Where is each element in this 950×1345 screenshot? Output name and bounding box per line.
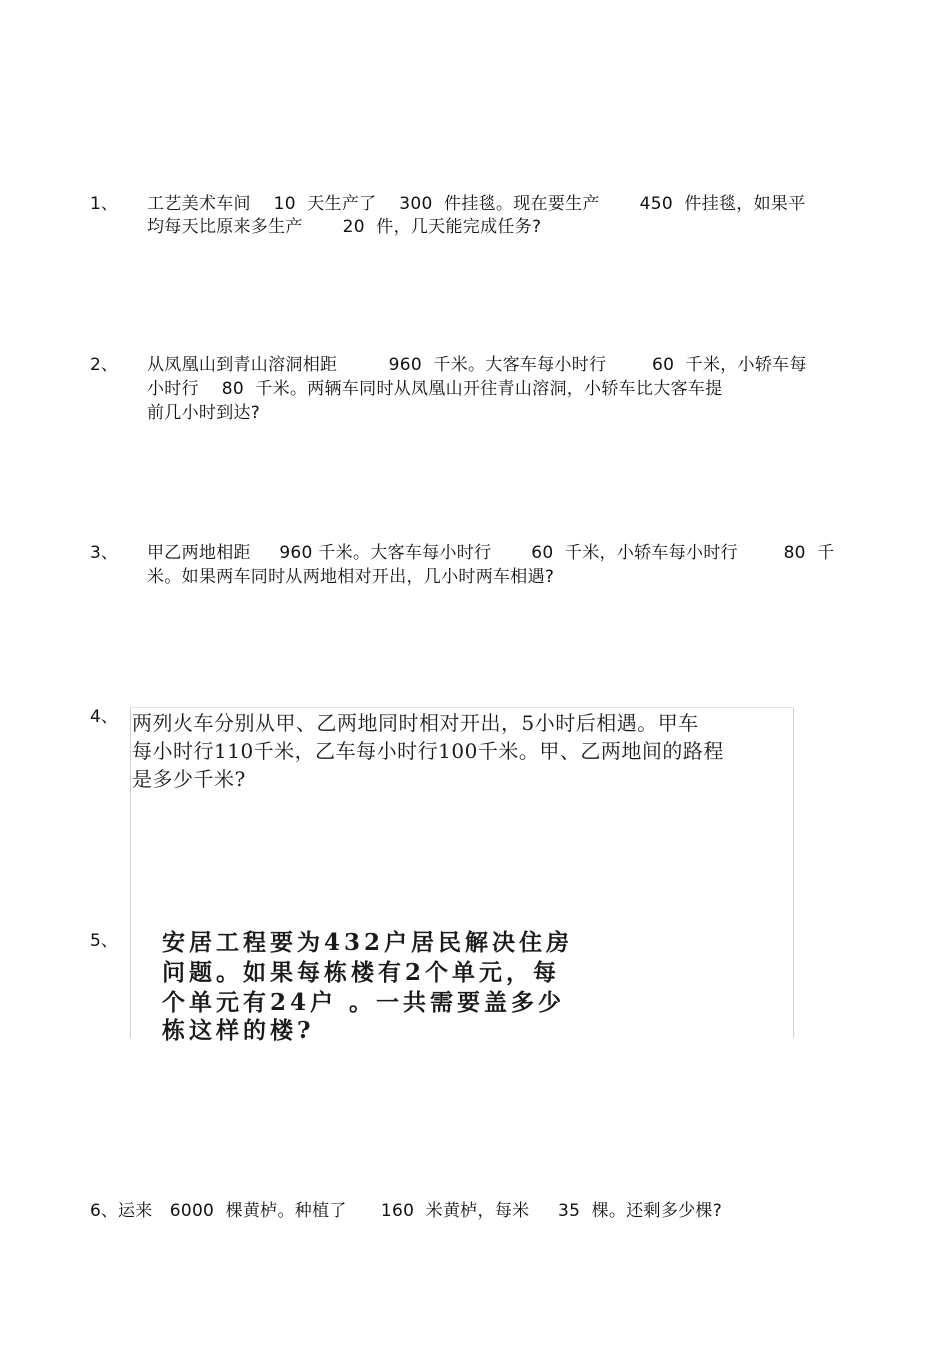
problem-text-line: 运来 6000 棵黄栌。种植了 160 米黄栌，每米 35 棵。还剩多少棵? (118, 1201, 723, 1221)
problem-scan-line: 每小时行110千米，乙车每小时行100千米。甲、乙两地间的路程 (132, 739, 724, 763)
problem-text-line: 甲乙两地相距 960 千米。大客车每小时行 60 千米，小轿车每小时行 80 千 (147, 543, 835, 563)
problem-number: 6、 (90, 1201, 118, 1221)
problem-scan-line: 问题。如果每栋楼有2个单元，每 (162, 959, 561, 986)
problem-scan-line: 个单元有24户 。一共需要盖多少 (162, 989, 566, 1016)
problem-number: 3、 (90, 543, 118, 563)
problem-scan-line: 栋这样的楼? (162, 1017, 315, 1044)
problem-scan-line: 两列火车分别从甲、乙两地同时相对开出，5小时后相遇。甲车 (132, 711, 699, 735)
problem-text-line: 工艺美术车间 10 天生产了 300 件挂毯。现在要生产 450 件挂毯，如果平 (147, 194, 806, 214)
problem-number: 1、 (90, 194, 118, 214)
problem-number: 2、 (90, 355, 118, 375)
problem-text-line: 均每天比原来多生产 20 件，几天能完成任务? (147, 217, 542, 237)
problem-text-line: 前几小时到达? (147, 403, 261, 423)
problem-scan-line: 安居工程要为432户居民解决住房 (162, 929, 574, 956)
problem-number: 5、 (90, 931, 118, 951)
problem-text-line: 米。如果两车同时从两地相对开出，几小时两车相遇? (147, 567, 555, 587)
problem-number: 4、 (90, 707, 118, 727)
problem-scan-line: 是多少千米? (132, 767, 246, 791)
problem-text-line: 小时行 80 千米。两辆车同时从凤凰山开往青山溶洞，小轿车比大客车提 (147, 379, 723, 399)
problem-text-line: 从凤凰山到青山溶洞相距 960 千米。大客车每小时行 60 千米，小轿车每 (147, 355, 807, 375)
